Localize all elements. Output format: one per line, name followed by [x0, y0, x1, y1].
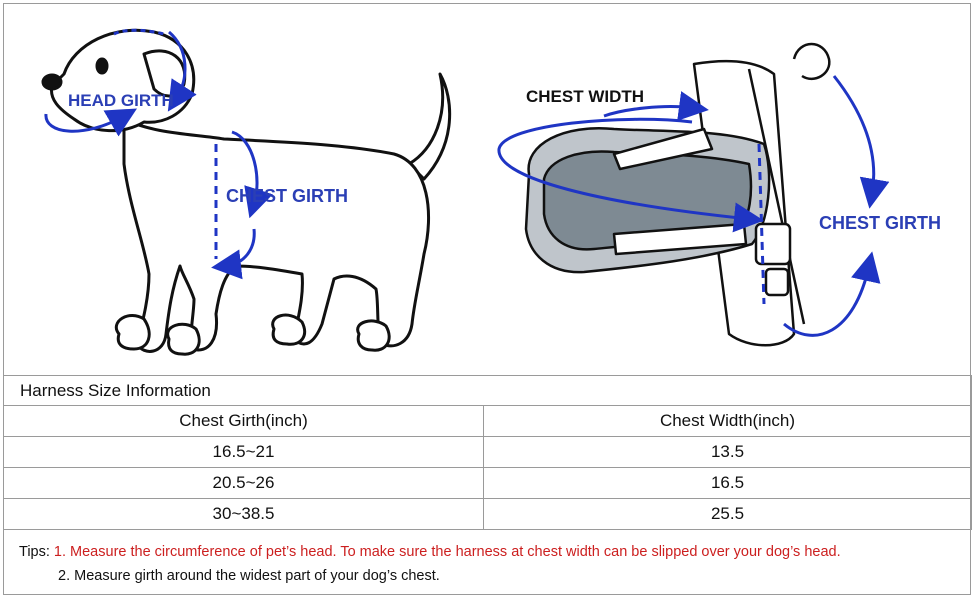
cell-chest-girth: 16.5~21: [4, 437, 484, 468]
tip-line-2: [58, 568, 440, 584]
table-row: [4, 437, 972, 468]
head-girth-label: HEAD GIRTH: [68, 91, 174, 110]
chest-width-label: CHEST WIDTH: [526, 87, 645, 106]
harness-chest-girth-label: CHEST GIRTH: [819, 213, 942, 233]
tip-1-text: 1. Measure the circumference of pet’s head. To make sure the harness at chest width can be slipped over your dog’s head.: [53, 544, 841, 560]
cell-chest-width: 13.5: [484, 437, 972, 468]
cell-chest-width: 16.5: [484, 468, 972, 499]
tips-prefix: Tips:: [19, 544, 50, 560]
cell-chest-girth: 30~38.5: [4, 499, 484, 530]
tip-2-text: 2. Measure girth around the widest part of your dog’s chest.: [58, 568, 440, 584]
table-row: [4, 499, 972, 530]
table-header-row: [4, 406, 972, 437]
cell-chest-girth: 20.5~26: [4, 468, 484, 499]
header-chest-width: Chest Width(inch): [484, 406, 972, 437]
table-row: [4, 468, 972, 499]
table-title-row: [4, 376, 972, 406]
table-title: Harness Size Information: [4, 376, 972, 406]
header-chest-girth: Chest Girth(inch): [4, 406, 484, 437]
dog-chest-girth-label: CHEST GIRTH: [226, 186, 349, 206]
tips-section: [3, 530, 971, 595]
tip-line-1: [19, 544, 841, 560]
cell-chest-width: 25.5: [484, 499, 972, 530]
harness-size-table: [3, 375, 972, 530]
measurement-illustration: [4, 4, 971, 370]
